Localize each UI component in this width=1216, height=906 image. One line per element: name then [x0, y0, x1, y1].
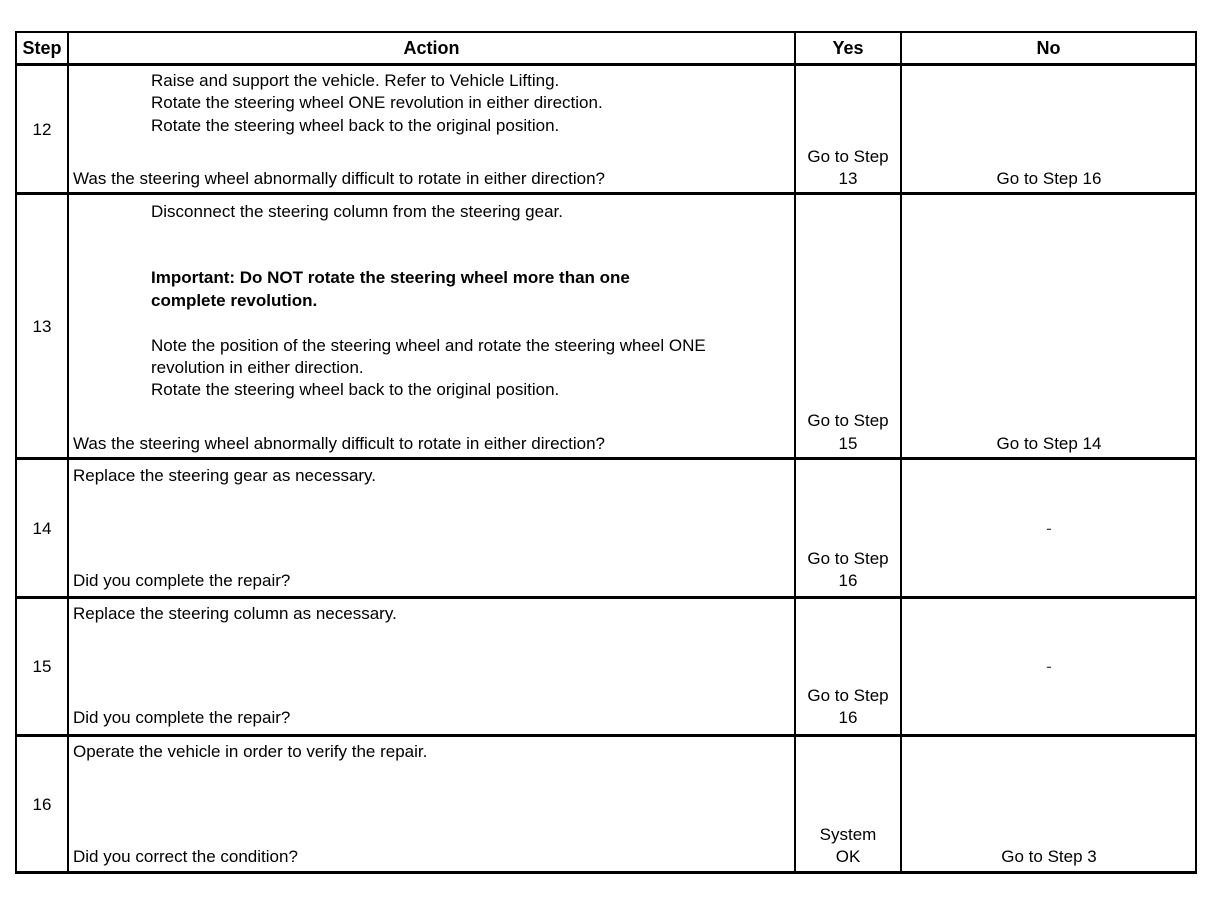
action-question: Was the steering wheel abnormally difficult to rotate in either direction?	[73, 169, 605, 188]
table-border-left	[15, 31, 17, 874]
step-number: 16	[32, 795, 52, 814]
table-border-bottom	[15, 871, 1197, 874]
step-number: 13	[32, 317, 52, 336]
yes-result: 16	[838, 571, 858, 590]
action-line: Rotate the steering wheel back to the original position.	[151, 380, 560, 399]
row-divider	[15, 192, 1197, 195]
important-note: complete revolution.	[151, 291, 318, 310]
column-divider	[67, 31, 69, 874]
action-line: Rotate the steering wheel ONE revolution in either direction.	[151, 93, 603, 112]
header-divider	[15, 63, 1197, 66]
step-number: 12	[32, 120, 52, 139]
yes-result: 16	[838, 708, 858, 727]
header-no: No	[1036, 38, 1061, 58]
action-line: Replace the steering column as necessary.	[73, 604, 397, 623]
header-action: Action	[403, 38, 460, 58]
table-border-right	[1195, 31, 1197, 874]
action-line: Operate the vehicle in order to verify the repair.	[73, 742, 428, 761]
action-line: Replace the steering gear as necessary.	[73, 466, 377, 485]
yes-result: 15	[838, 434, 858, 453]
yes-result: Go to Step	[807, 147, 889, 166]
step-number: 15	[32, 657, 52, 676]
action-question: Did you complete the repair?	[73, 571, 291, 590]
action-line: Raise and support the vehicle. Refer to Vehicle Lifting.	[151, 71, 560, 90]
no-result: Go to Step 16	[996, 169, 1102, 188]
yes-result: Go to Step	[807, 686, 889, 705]
no-result: -	[1046, 519, 1052, 538]
no-result: -	[1046, 657, 1052, 676]
yes-result: 13	[838, 169, 858, 188]
header-step: Step	[22, 38, 62, 58]
action-line: Rotate the steering wheel back to the original position.	[151, 116, 560, 135]
no-result: Go to Step 14	[996, 434, 1102, 453]
yes-result: OK	[835, 847, 861, 866]
yes-result: Go to Step	[807, 549, 889, 568]
action-question: Was the steering wheel abnormally difficult to rotate in either direction?	[73, 434, 605, 453]
action-line: revolution in either direction.	[151, 358, 364, 377]
action-question: Did you correct the condition?	[73, 847, 298, 866]
action-question: Did you complete the repair?	[73, 708, 291, 727]
no-result: Go to Step 3	[1001, 847, 1097, 866]
table-border-top	[15, 31, 1197, 33]
yes-result: Go to Step	[807, 411, 889, 430]
step-number: 14	[32, 519, 52, 538]
row-divider	[15, 457, 1197, 460]
header-yes: Yes	[832, 38, 864, 58]
row-divider	[15, 734, 1197, 737]
action-line: Note the position of the steering wheel and rotate the steering wheel ONE	[151, 336, 706, 355]
yes-result: System	[819, 825, 877, 844]
action-line: Disconnect the steering column from the steering gear.	[151, 202, 563, 221]
important-note: Important: Do NOT rotate the steering wheel more than one	[151, 268, 630, 287]
row-divider	[15, 596, 1197, 599]
column-divider	[900, 31, 902, 874]
